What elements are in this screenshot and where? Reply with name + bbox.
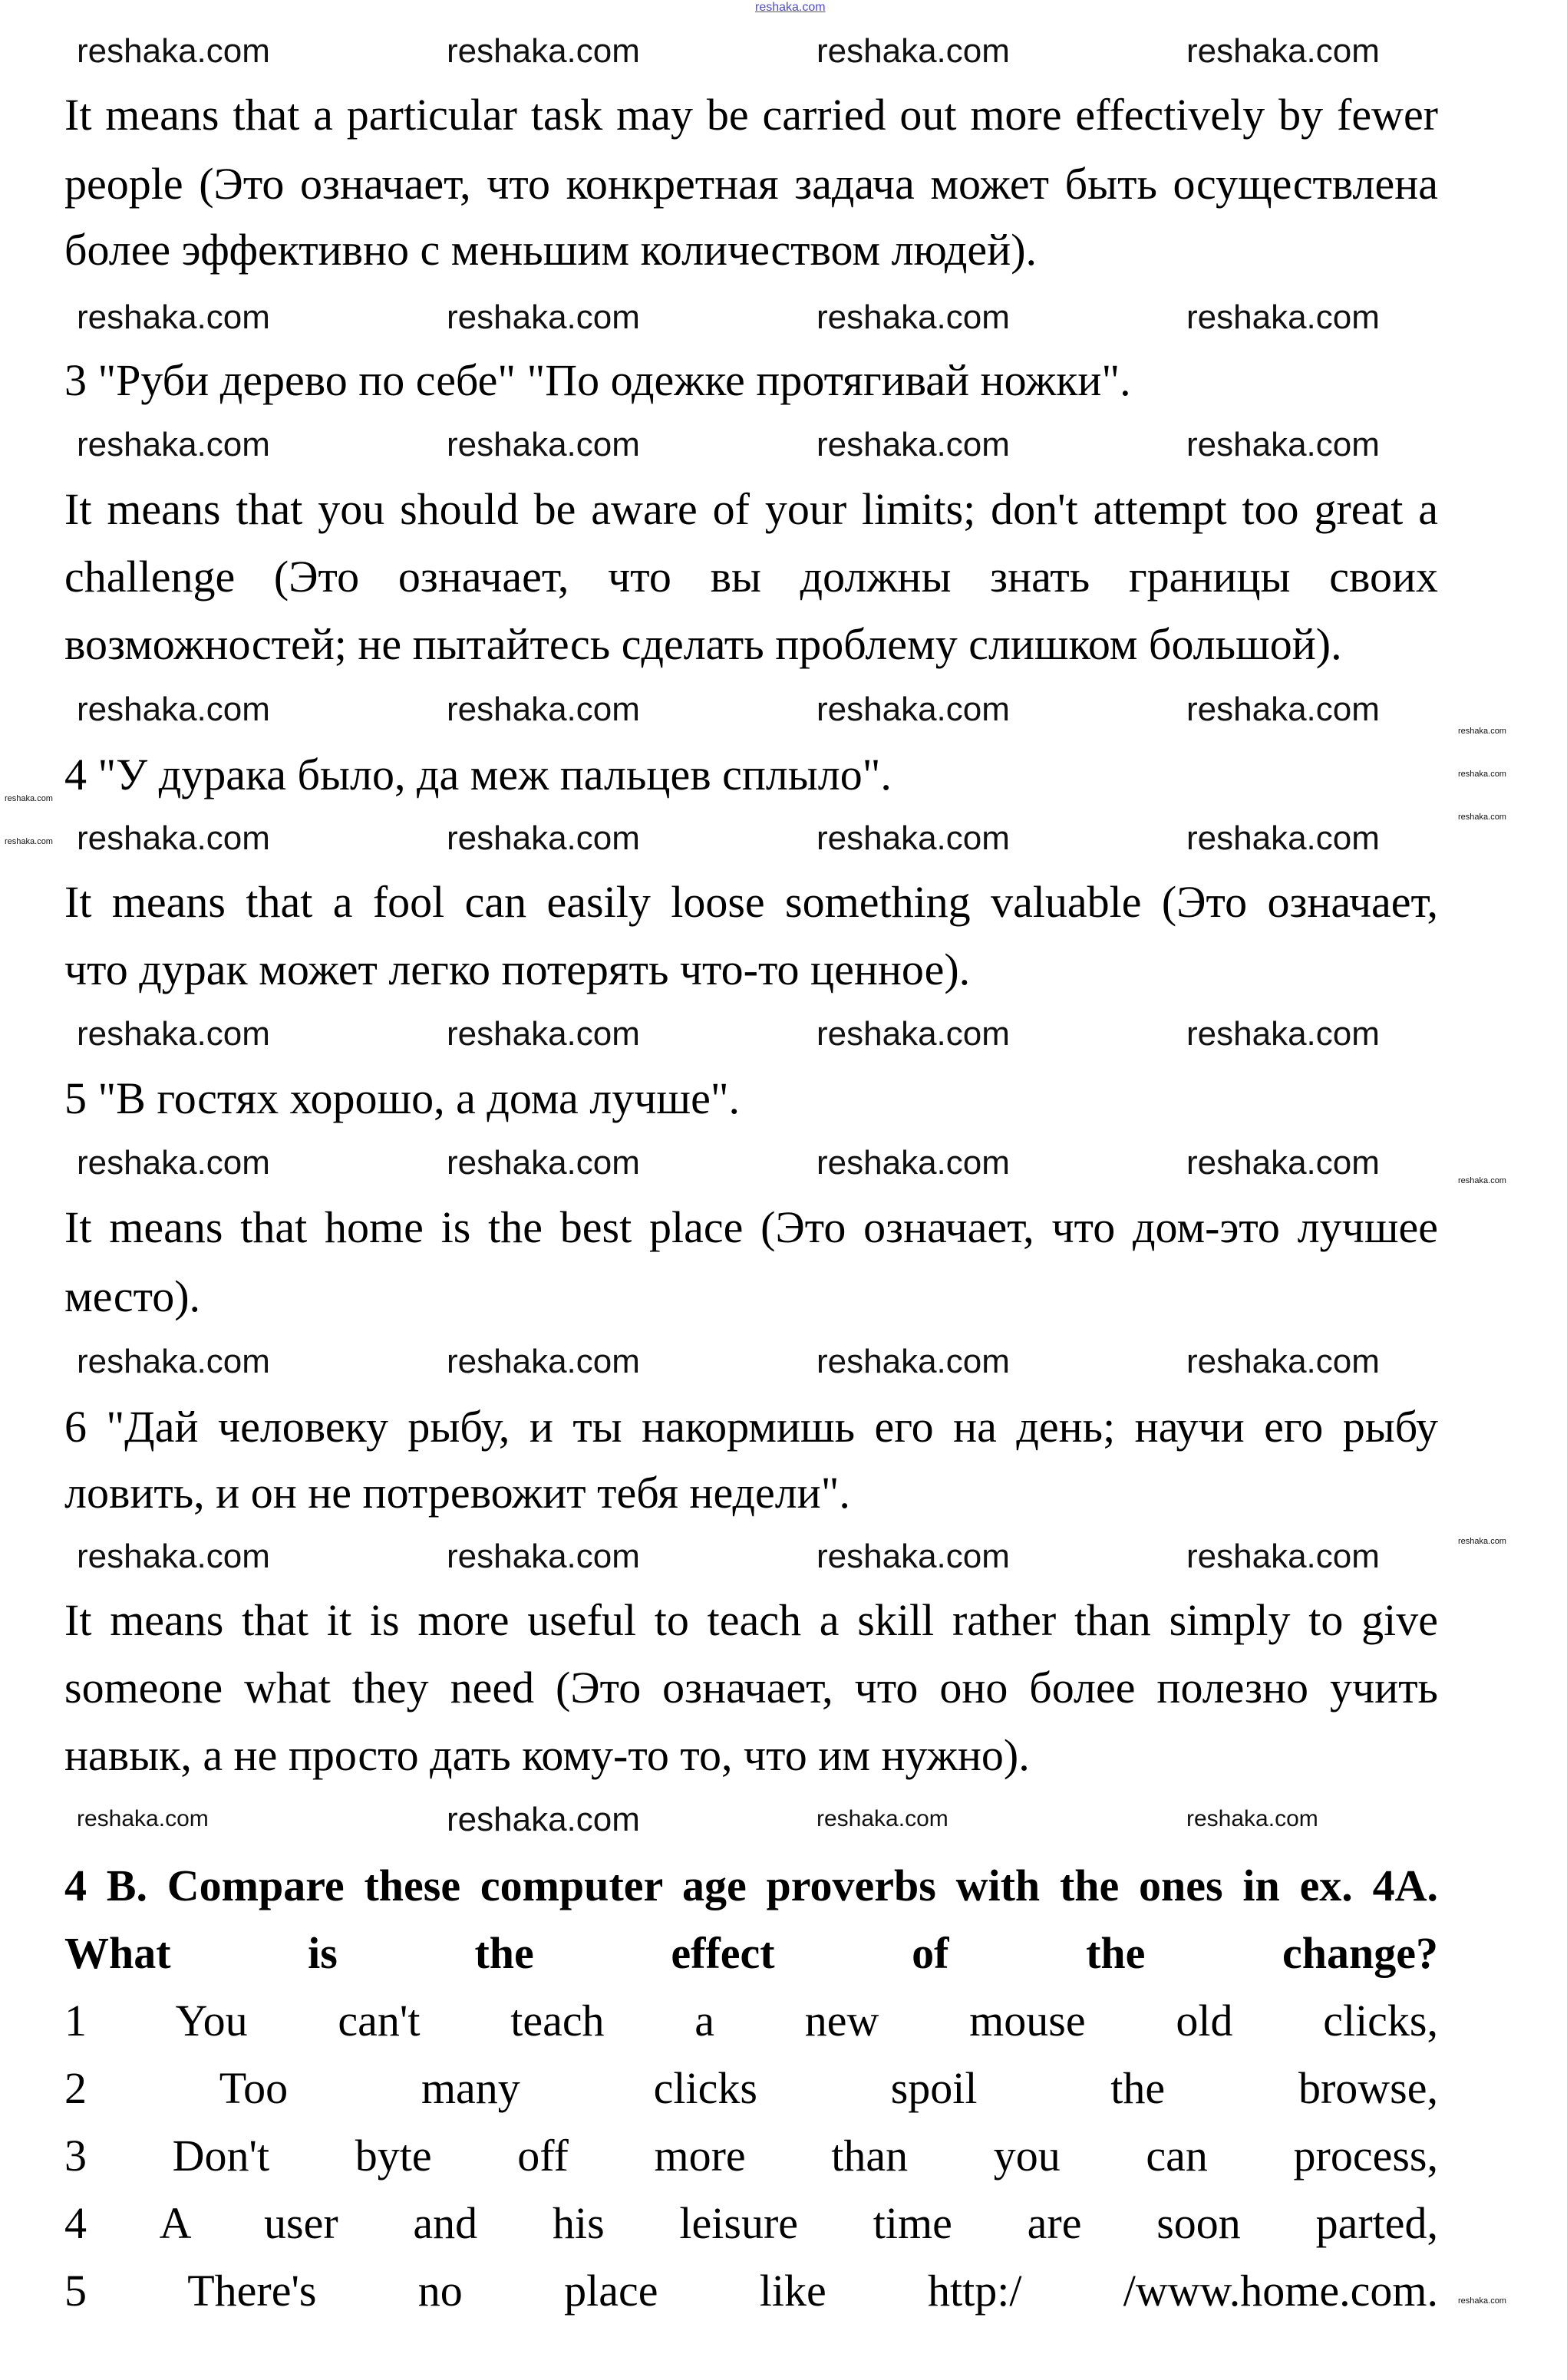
watermark: reshaka.com — [5, 794, 53, 803]
text-line-content: It means that a particular task may be carried out more effectively by fewer — [64, 90, 1438, 140]
watermark: reshaka.com — [447, 1801, 640, 1838]
exercise-heading — [64, 1859, 1438, 1913]
text-line — [64, 1270, 1438, 1324]
text-line-content: более эффективно с меньшим количеством людей). — [64, 225, 1038, 275]
watermark: reshaka.com — [77, 1015, 270, 1053]
watermark: reshaka.com — [77, 1806, 209, 1831]
text-line — [64, 1466, 1438, 1520]
watermark: reshaka.com — [77, 1343, 270, 1380]
text-line-content: What is the effect of the change? — [64, 1928, 1438, 1978]
watermark: reshaka.com — [1458, 727, 1506, 736]
list-item — [64, 2129, 1438, 2183]
text-line — [64, 618, 1438, 671]
list-item — [64, 2197, 1438, 2250]
watermark: reshaka.com — [5, 837, 53, 846]
text-line — [64, 943, 1438, 997]
proverb-4 — [64, 748, 1438, 802]
text-line — [64, 1201, 1438, 1254]
watermark: reshaka.com — [77, 298, 270, 336]
text-line-content: место). — [64, 1271, 201, 1321]
watermark: reshaka.com — [447, 1343, 640, 1380]
text-line-content: people (Это означает, что конкретная задача может быть осуществлена — [64, 159, 1438, 209]
text-line — [64, 88, 1438, 142]
text-line-content: It means that it is more useful to teach a skill rather than simply to give — [64, 1595, 1438, 1645]
watermark: reshaka.com — [447, 1538, 640, 1575]
watermark: reshaka.com — [1186, 1538, 1380, 1575]
watermark: reshaka.com — [77, 426, 270, 463]
text-line-content: 4 A user and his leisure time are soon parted, — [64, 2198, 1438, 2248]
watermark: reshaka.com — [816, 1538, 1010, 1575]
watermark: reshaka.com — [447, 426, 640, 463]
watermark: reshaka.com — [447, 1015, 640, 1053]
text-line-content: 6 "Дай человеку рыбу, и ты накормишь его на день; научи его рыбу — [64, 1402, 1438, 1452]
watermark: reshaka.com — [447, 819, 640, 857]
watermark: reshaka.com — [816, 819, 1010, 857]
watermark: reshaka.com — [447, 32, 640, 70]
watermark: reshaka.com — [1186, 1015, 1380, 1053]
text-line-content: challenge (Это означает, что вы должны знать границы своих — [64, 552, 1438, 602]
watermark: reshaka.com — [816, 298, 1010, 336]
watermark: reshaka.com — [1186, 298, 1380, 336]
text-line — [64, 157, 1438, 211]
proverb-3 — [64, 354, 1438, 407]
proverb-6 — [64, 1400, 1438, 1454]
text-line-content: It means that home is the best place (Это означает, что дом-это лучшее — [64, 1202, 1438, 1252]
watermark: reshaka.com — [447, 298, 640, 336]
list-item — [64, 2264, 1438, 2318]
watermark: reshaka.com — [77, 32, 270, 70]
watermark: reshaka.com — [77, 691, 270, 728]
text-line — [64, 550, 1438, 604]
watermark: reshaka.com — [77, 819, 270, 857]
text-line-content: 4 "У дурака было, да меж пальцев сплыло". — [64, 750, 892, 799]
text-line-content: ловить, и он не потревожит тебя недели". — [64, 1468, 850, 1518]
watermark: reshaka.com — [1186, 1343, 1380, 1380]
text-line-content: 5 There's no place like http:/ /www.home.com. — [64, 2266, 1438, 2316]
list-item — [64, 1994, 1438, 2048]
watermark: reshaka.com — [77, 1538, 270, 1575]
text-line-content: что дурак может легко потерять что-то ценное). — [64, 944, 971, 994]
watermark: reshaka.com — [1458, 1537, 1506, 1546]
text-line — [64, 483, 1438, 536]
watermark: reshaka.com — [1458, 1176, 1506, 1185]
watermark: reshaka.com — [816, 32, 1010, 70]
site-link[interactable]: reshaka.com — [755, 1, 826, 14]
text-line — [64, 1661, 1438, 1715]
watermark: reshaka.com — [816, 1806, 948, 1831]
watermark: reshaka.com — [1458, 770, 1506, 779]
watermark: reshaka.com — [1186, 32, 1380, 70]
text-line-content: 5 "В гостях хорошо, а дома лучше". — [64, 1073, 740, 1123]
watermark: reshaka.com — [77, 1144, 270, 1182]
list-item — [64, 2062, 1438, 2115]
text-line-content: 3 Don't byte off more than you can process, — [64, 2131, 1438, 2181]
watermark: reshaka.com — [816, 691, 1010, 728]
text-line — [64, 875, 1438, 929]
text-line-content: 3 "Руби дерево по себе" "По одежке протягивай ножки". — [64, 355, 1131, 405]
watermark: reshaka.com — [447, 1144, 640, 1182]
text-line-content: someone what they need (Это означает, что оно более полезно учить — [64, 1663, 1438, 1712]
watermark: reshaka.com — [1458, 2296, 1506, 2306]
proverb-5 — [64, 1072, 1438, 1126]
text-line-content: 1 You can't teach a new mouse old clicks, — [64, 1996, 1438, 2045]
text-line-content: It means that a fool can easily loose something valuable (Это означает, — [64, 877, 1438, 927]
text-line-content: 2 Too many clicks spoil the browse, — [64, 2063, 1438, 2113]
watermark: reshaka.com — [816, 1144, 1010, 1182]
text-line-content: возможностей; не пытайтесь сделать проблему слишком большой). — [64, 619, 1342, 669]
text-line-content: 4 B. Compare these computer age proverbs with the ones in ex. 4A. — [64, 1861, 1438, 1910]
watermark: reshaka.com — [816, 426, 1010, 463]
watermark: reshaka.com — [816, 1343, 1010, 1380]
text-line — [64, 223, 1438, 277]
text-line — [64, 1729, 1438, 1782]
watermark: reshaka.com — [1186, 691, 1380, 728]
watermark: reshaka.com — [447, 691, 640, 728]
watermark: reshaka.com — [1458, 813, 1506, 822]
watermark: reshaka.com — [816, 1015, 1010, 1053]
watermark: reshaka.com — [1186, 819, 1380, 857]
exercise-question — [64, 1927, 1438, 1980]
text-line-content: навык, а не просто дать кому-то то, что им нужно). — [64, 1730, 1030, 1780]
watermark: reshaka.com — [1186, 1806, 1318, 1831]
watermark: reshaka.com — [1186, 426, 1380, 463]
text-line — [64, 1594, 1438, 1647]
watermark: reshaka.com — [1186, 1144, 1380, 1182]
text-line-content: It means that you should be aware of your limits; don't attempt too great a — [64, 484, 1438, 534]
